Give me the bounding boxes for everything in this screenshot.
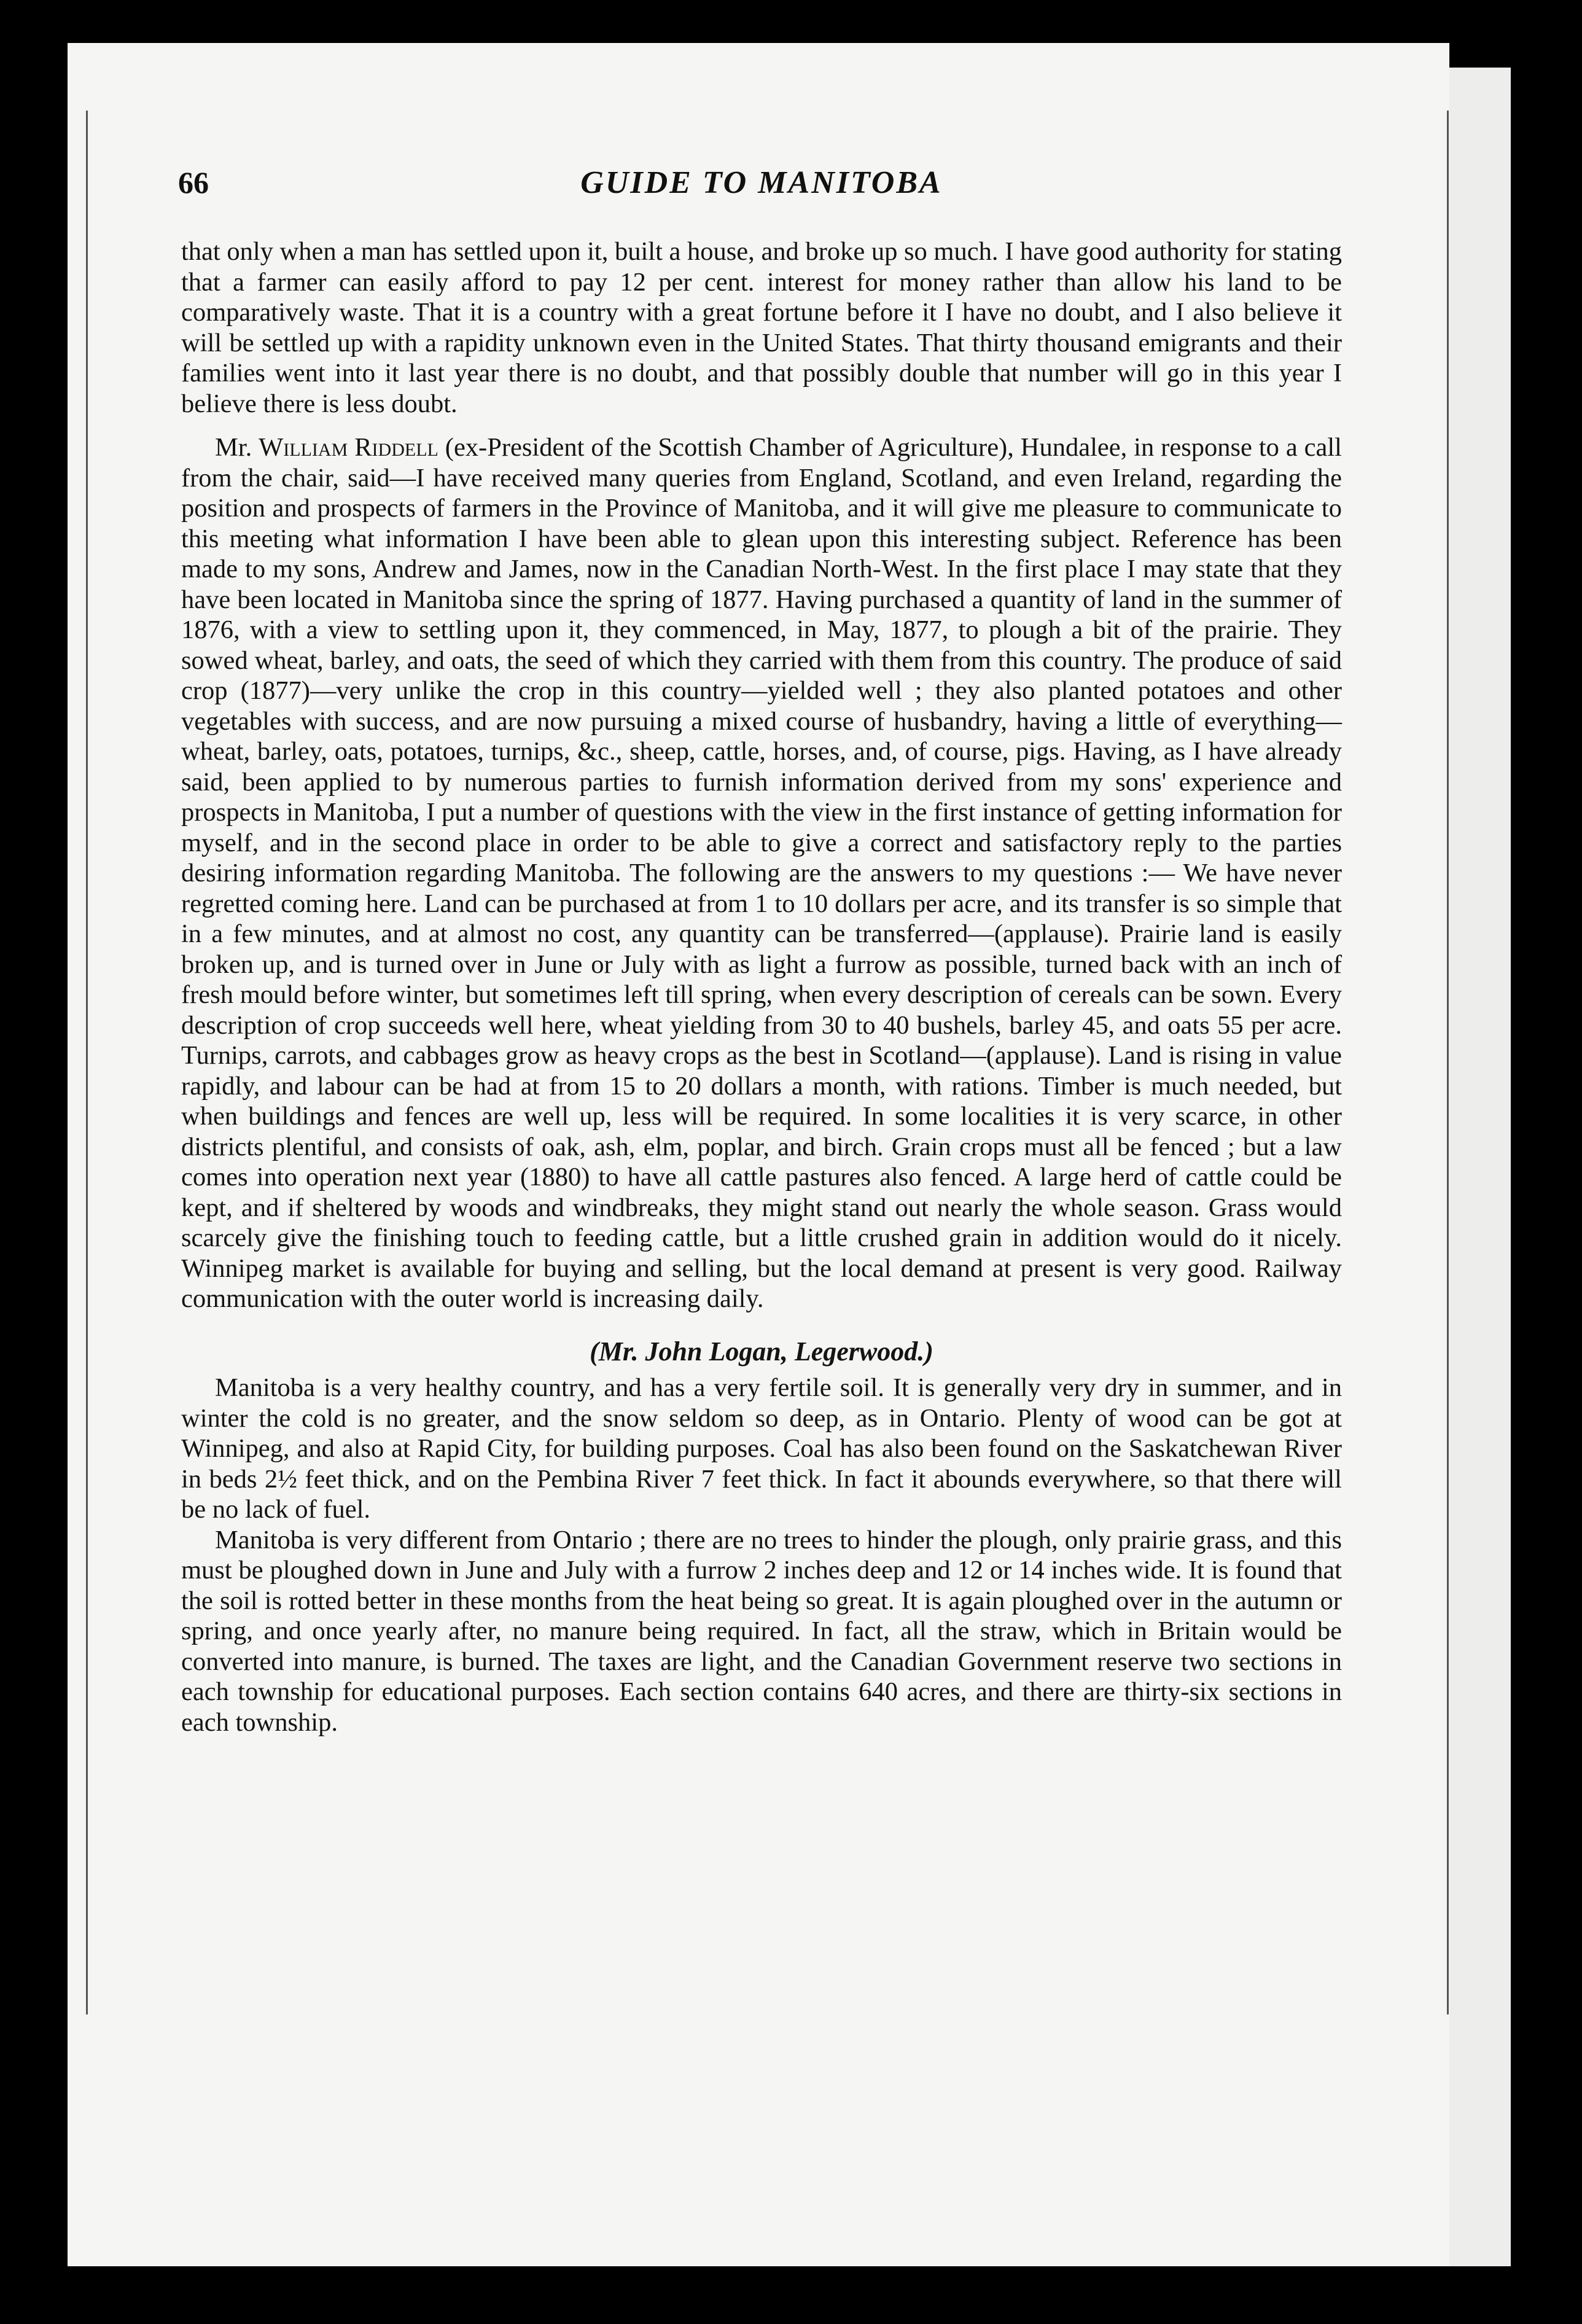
page-body (181, 236, 1342, 1737)
page-edge-line (86, 111, 88, 2014)
paragraph-prefix: Mr. (215, 433, 259, 462)
page-header (178, 165, 1345, 220)
paragraph-logan-1: Manitoba is a very healthy country, and has a very fertile soil. It is generally very dry in summer, and in winter the cold is no greater, and the snow seldom so deep, as in Ontario. Plenty of wood can be got at Winnipeg, and also at Rapid City, for building purposes. Coal has also been found on the Saskatchewan River in beds 2½ feet thick, and on the Pembina River 7 feet thick. In fact it abounds everywhere, so that there will be no lack of fuel. (181, 1373, 1342, 1524)
paragraph-continued: that only when a man has settled upon it, built a house, and broke up so much. I have good authority for stating that a farmer can easily afford to pay 12 per cent. interest for money rather than allow his land to be comparatively waste. That it is a country with a great fortune before it I have no doubt, and I also believe it will be settled up with a rapidity unknown even in the United States. That thirty thousand emigrants and their families went into it last year there is no doubt, and that possibly double that number will go in this year I believe there is less doubt. (181, 237, 1342, 418)
page-number: 66 (178, 165, 209, 200)
facing-page-edge (1449, 68, 1511, 2266)
section-heading: (Mr. John Logan, Legerwood.) (590, 1336, 933, 1367)
paragraph-text: (ex-President of the Scottish Chamber of Agriculture), Hundalee, in response to a call from the chair, said—I have received many queries from England, Scotland, and even Ireland, regarding the position and prospects of farmers in the Province of Manitoba, and it will give me pleasure to communicate to this meeting what information I have been able to glean upon this interesting subject. Reference has been made to my sons, Andrew and James, now in the Canadian North-West. In the first place I may state that they have been located in Manitoba since the spring of 1877. Having purchased a quantity of land in the summer of 1876, with a view to settling upon it, they commenced, in May, 1877, to plough a bit of the prairie. They sowed wheat, barley, and oats, the seed of which they carried with them from this country. The produce of said crop (1877)—very unlike the crop in this country—yielded well ; they also planted potatoes and other vegetables with success, and are now pursuing a mixed course of husbandry, having a little of everything—wheat, barley, oats, potatoes, turnips, &c., sheep, cattle, horses, and, of course, pigs. Having, as I have already said, been applied to by numerous parties to furnish information derived from my sons' experience and prospects in Manitoba, I put a number of questions with the view in the first instance of getting information for myself, and in the second place in order to be able to give a correct and satisfactory reply to the parties desiring information regarding Manitoba. The following are the answers to my questions :— We have never regretted coming here. Land can be purchased at from 1 to 10 dollars per acre, and its transfer is so simple that in a few minutes, and at almost no cost, any quantity can be transferred—(applause). Prairie land is easily broken up, and is turned over in June or July with as light a furrow as possible, turned back with an inch of fresh mould before winter, but sometimes left till spring, when every description of cereals can be sown. Every description of crop succeeds well here, wheat yielding from 30 to 40 bushels, barley 45, and oats 55 per acre. Turnips, carrots, and cabbages grow as heavy crops as the best in Scotland—(applause). Land is rising in value rapidly, and labour can be had at from 15 to 20 dollars a month, with rations. Timber is much needed, but when buildings and fences are well up, less will be required. In some localities it is very scarce, in other districts plentiful, and consists of oak, ash, elm, poplar, and birch. Grain crops must all be fenced ; but a law comes into operation next year (1880) to have all cattle pastures also fenced. A large herd of cattle could be kept, and if sheltered by woods and windbreaks, they might stand out nearly the whole season. Grass would scarcely give the finishing touch to feeding cattle, but a little crushed grain in addition would do it nicely. Winnipeg market is available for buying and selling, but the local demand at present is very good. Railway communication with the outer world is increasing daily. (181, 433, 1342, 1313)
paragraph-riddell (181, 432, 1342, 1314)
page-fold-line (1447, 111, 1449, 2014)
running-head: GUIDE TO MANITOBA (580, 165, 943, 200)
paragraph-logan-2: Manitoba is very different from Ontario ; there are no trees to hinder the plough, only prairie grass, and this must be ploughed down in June and July with a furrow 2 inches deep and 12 or 14 inches wide. It is found that the soil is rotted better in these months from the heat being so great. It is again ploughed over in the autumn or spring, and once yearly after, no manure being required. In fact, all the straw, which in Britain would be converted into manure, is burned. The taxes are light, and the Canadian Government reserve two sections in each township for educational purposes. Each section contains 640 acres, and there are thirty-six sections in each township. (181, 1525, 1342, 1737)
speaker-name: William Riddell (259, 433, 438, 462)
